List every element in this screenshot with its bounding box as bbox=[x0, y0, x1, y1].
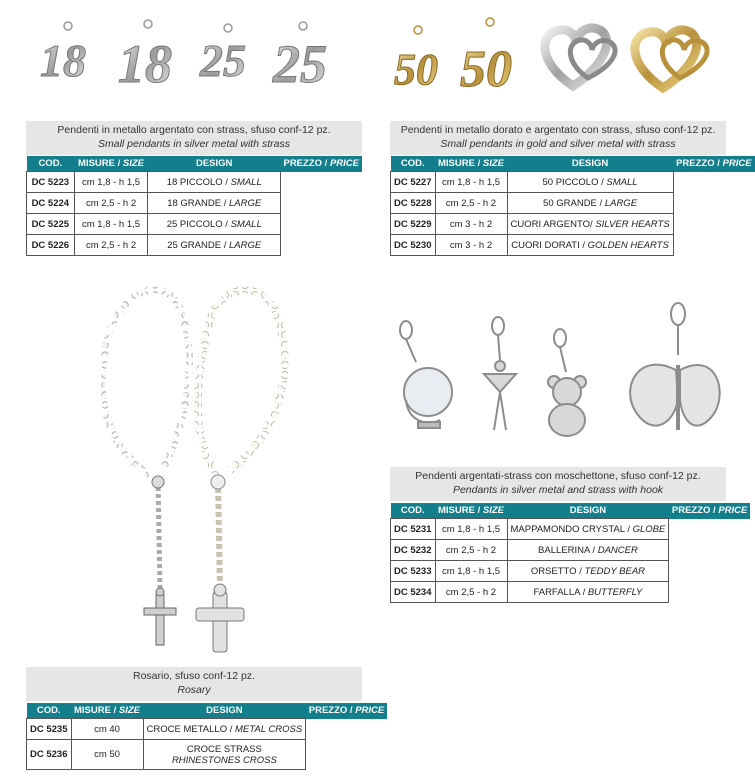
dancer-charm-icon bbox=[484, 317, 516, 430]
code-header: COD. bbox=[391, 156, 436, 172]
golden-hearts-pendant bbox=[635, 30, 707, 88]
product-design: 25 PICCOLO / SMALL bbox=[148, 214, 281, 235]
product-size: cm 1,8 - h 1,5 bbox=[435, 519, 507, 540]
size-header: MISURE / SIZE bbox=[435, 156, 507, 172]
metal-cross-icon bbox=[144, 588, 176, 645]
rosary-rhinestones-cross bbox=[196, 290, 285, 652]
product-design: MAPPAMONDO CRYSTAL / GLOBE bbox=[507, 519, 669, 540]
pendant-label: 18 bbox=[40, 35, 86, 86]
product-price bbox=[673, 193, 755, 214]
product-design: ORSETTO / TEDDY BEAR bbox=[507, 561, 669, 582]
product-size: cm 40 bbox=[71, 719, 143, 740]
table-row bbox=[27, 193, 363, 214]
silver-hearts-pendant bbox=[545, 28, 615, 86]
table-header-row bbox=[27, 703, 388, 719]
product-price bbox=[669, 582, 751, 603]
table-row bbox=[27, 214, 363, 235]
product-size: cm 1,8 - h 1,5 bbox=[435, 172, 507, 193]
product-design: CROCE METALLO / METAL CROSS bbox=[143, 719, 306, 740]
table-row bbox=[391, 561, 751, 582]
table-row bbox=[391, 172, 755, 193]
section1-title-en: Small pendants in silver metal with strass bbox=[98, 138, 290, 150]
product-size: cm 50 bbox=[71, 740, 143, 770]
section4-table bbox=[26, 703, 387, 770]
size-header: MISURE / SIZE bbox=[71, 703, 143, 719]
product-code: DC 5235 bbox=[27, 719, 72, 740]
table-row bbox=[27, 719, 388, 740]
product-design: 18 GRANDE / LARGE bbox=[148, 193, 281, 214]
product-design: 18 PICCOLO / SMALL bbox=[148, 172, 281, 193]
price-header: PREZZO / PRICE bbox=[280, 156, 362, 172]
section1-table bbox=[26, 156, 362, 256]
table-header-row bbox=[27, 156, 363, 172]
code-header: COD. bbox=[27, 703, 72, 719]
pendants-18-25-photo bbox=[28, 14, 348, 94]
product-code: DC 5232 bbox=[391, 540, 436, 561]
product-price bbox=[669, 540, 751, 561]
product-size: cm 2,5 - h 2 bbox=[74, 235, 148, 256]
product-size: cm 2,5 - h 2 bbox=[435, 540, 507, 561]
pendant-25-small bbox=[199, 24, 246, 86]
pendant-18-small bbox=[40, 22, 86, 86]
teddy-bear-charm-icon bbox=[548, 329, 586, 436]
product-code: DC 5229 bbox=[391, 214, 436, 235]
product-size: cm 1,8 - h 1,5 bbox=[74, 172, 148, 193]
product-price bbox=[669, 561, 751, 582]
table-row bbox=[27, 172, 363, 193]
section1-title-it: Pendenti in metallo argentato con strass, sfuso conf-12 pz. bbox=[57, 124, 331, 136]
product-code: DC 5226 bbox=[27, 235, 75, 256]
product-code: DC 5231 bbox=[391, 519, 436, 540]
pendant-label: 25 bbox=[273, 34, 327, 94]
product-size: cm 2,5 - h 2 bbox=[74, 193, 148, 214]
product-design: 50 PICCOLO / SMALL bbox=[507, 172, 673, 193]
product-price bbox=[306, 719, 388, 740]
pendant-label: 50 bbox=[394, 45, 438, 94]
product-price bbox=[280, 235, 362, 256]
product-price bbox=[673, 172, 755, 193]
product-size: cm 3 - h 2 bbox=[435, 235, 507, 256]
product-design: 25 GRANDE / LARGE bbox=[148, 235, 281, 256]
size-header: MISURE / SIZE bbox=[435, 503, 507, 519]
section3-title-en: Pendants in silver metal and strass with hook bbox=[452, 484, 664, 496]
section3-title-it: Pendenti argentati-strass con moschettone, sfuso conf-12 pz. bbox=[415, 470, 701, 482]
design-header: DESIGN bbox=[507, 156, 673, 172]
code-header: COD. bbox=[391, 503, 436, 519]
pendants-50-hearts-photo bbox=[388, 8, 724, 98]
product-price bbox=[280, 193, 362, 214]
product-size: cm 1,8 - h 1,5 bbox=[74, 214, 148, 235]
section2-title-it: Pendenti in metallo dorato e argentato con strass, sfuso conf-12 pz. bbox=[400, 124, 716, 136]
product-code: DC 5225 bbox=[27, 214, 75, 235]
product-price bbox=[306, 740, 388, 770]
product-price bbox=[669, 519, 751, 540]
table-row bbox=[391, 193, 755, 214]
table-header-row bbox=[391, 503, 751, 519]
pendant-25-large bbox=[272, 22, 327, 94]
section1-caption bbox=[26, 121, 362, 155]
pendant-label: 25 bbox=[200, 35, 246, 86]
section4-caption bbox=[26, 667, 362, 701]
product-code: DC 5233 bbox=[391, 561, 436, 582]
design-header: DESIGN bbox=[507, 503, 669, 519]
section3-table bbox=[390, 503, 750, 603]
pendant-50-large bbox=[460, 18, 512, 98]
design-header: DESIGN bbox=[143, 703, 306, 719]
globe-charm-icon bbox=[400, 321, 452, 428]
butterfly-charm-icon bbox=[630, 303, 720, 430]
rhinestones-cross-icon bbox=[196, 584, 244, 652]
table-header-row bbox=[391, 156, 755, 172]
product-price bbox=[280, 172, 362, 193]
rosary-metal-cross bbox=[102, 290, 189, 645]
pendant-50-small bbox=[394, 26, 438, 94]
product-size: cm 3 - h 2 bbox=[435, 214, 507, 235]
price-header: PREZZO / PRICE bbox=[306, 703, 388, 719]
section2-table bbox=[390, 156, 755, 256]
table-row bbox=[27, 740, 388, 770]
code-header: COD. bbox=[27, 156, 75, 172]
product-design: BALLERINA / DANCER bbox=[507, 540, 669, 561]
table-row bbox=[391, 519, 751, 540]
table-row bbox=[391, 582, 751, 603]
design-header: DESIGN bbox=[148, 156, 281, 172]
table-row bbox=[391, 235, 755, 256]
section2-title-en: Small pendants in gold and silver metal with strass bbox=[440, 138, 676, 150]
product-size: cm 2,5 - h 2 bbox=[435, 193, 507, 214]
charms-with-hook-photo bbox=[388, 300, 728, 450]
table-row bbox=[391, 214, 755, 235]
product-code: DC 5223 bbox=[27, 172, 75, 193]
product-design: CROCE STRASS RHINESTONES CROSS bbox=[143, 740, 306, 770]
rosary-photo bbox=[70, 270, 310, 660]
product-code: DC 5227 bbox=[391, 172, 436, 193]
product-price bbox=[280, 214, 362, 235]
product-size: cm 2,5 - h 2 bbox=[435, 582, 507, 603]
price-header: PREZZO / PRICE bbox=[669, 503, 751, 519]
pendant-label: 18 bbox=[118, 34, 172, 94]
product-size: cm 1,8 - h 1,5 bbox=[435, 561, 507, 582]
pendant-18-large bbox=[118, 20, 172, 94]
table-row bbox=[391, 540, 751, 561]
product-design: FARFALLA / BUTTERFLY bbox=[507, 582, 669, 603]
product-code: DC 5234 bbox=[391, 582, 436, 603]
product-design: CUORI DORATI / GOLDEN HEARTS bbox=[507, 235, 673, 256]
product-code: DC 5224 bbox=[27, 193, 75, 214]
product-price bbox=[673, 235, 755, 256]
size-header: MISURE / SIZE bbox=[74, 156, 148, 172]
section3-caption bbox=[390, 467, 726, 501]
section4-title-en: Rosary bbox=[177, 684, 211, 696]
price-header: PREZZO / PRICE bbox=[673, 156, 755, 172]
product-code: DC 5228 bbox=[391, 193, 436, 214]
pendant-label: 50 bbox=[460, 41, 512, 98]
section4-title-it: Rosario, sfuso conf-12 pz. bbox=[133, 670, 255, 682]
section2-caption bbox=[390, 121, 726, 155]
table-row bbox=[27, 235, 363, 256]
product-code: DC 5230 bbox=[391, 235, 436, 256]
product-design: 50 GRANDE / LARGE bbox=[507, 193, 673, 214]
product-code: DC 5236 bbox=[27, 740, 72, 770]
product-price bbox=[673, 214, 755, 235]
product-design: CUORI ARGENTO/ SILVER HEARTS bbox=[507, 214, 673, 235]
